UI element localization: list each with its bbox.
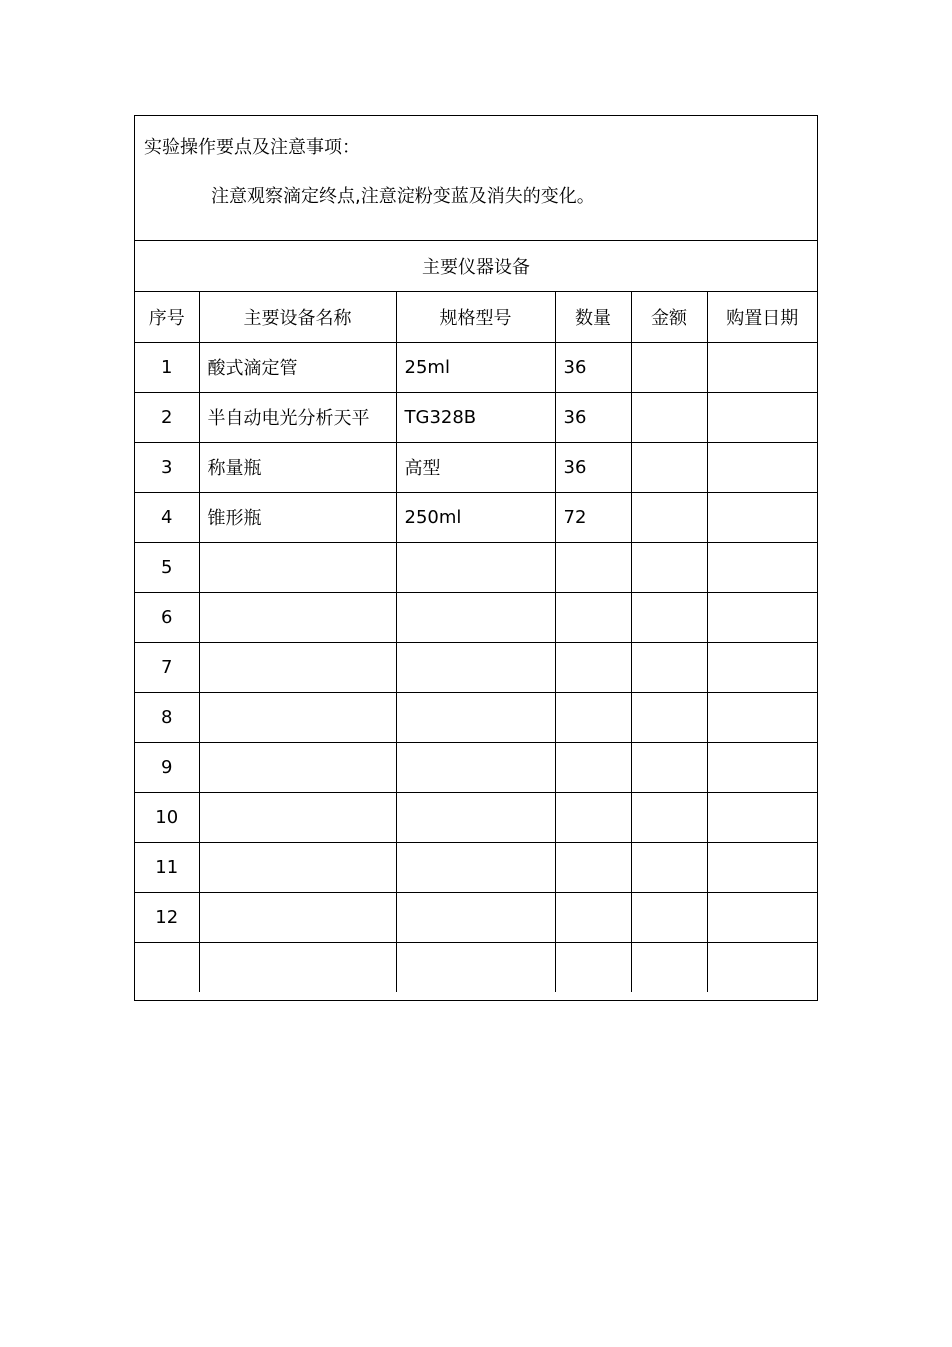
cell-purchase-date <box>707 742 817 792</box>
cell-equipment-name <box>199 542 396 592</box>
section-title: 主要仪器设备 <box>135 241 817 292</box>
cell-quantity <box>555 892 631 942</box>
cell-index <box>135 942 199 992</box>
cell-index: 5 <box>135 542 199 592</box>
equipment-table <box>135 292 817 992</box>
table-row <box>135 792 817 842</box>
table-header-row <box>135 292 817 342</box>
table-row <box>135 442 817 492</box>
cell-equipment-name <box>199 592 396 642</box>
cell-index: 4 <box>135 492 199 542</box>
table-row <box>135 492 817 542</box>
cell-amount <box>631 442 707 492</box>
cell-purchase-date <box>707 842 817 892</box>
cell-amount <box>631 942 707 992</box>
cell-amount <box>631 642 707 692</box>
cell-amount <box>631 492 707 542</box>
cell-equipment-name: 称量瓶 <box>199 442 396 492</box>
cell-amount <box>631 342 707 392</box>
cell-index: 9 <box>135 742 199 792</box>
header-index: 序号 <box>135 292 199 342</box>
cell-quantity: 36 <box>555 342 631 392</box>
cell-purchase-date <box>707 792 817 842</box>
cell-index: 6 <box>135 592 199 642</box>
cell-equipment-name: 酸式滴定管 <box>199 342 396 392</box>
cell-index: 10 <box>135 792 199 842</box>
cell-quantity <box>555 742 631 792</box>
cell-equipment-name <box>199 842 396 892</box>
table-row <box>135 842 817 892</box>
cell-purchase-date <box>707 942 817 992</box>
cell-amount <box>631 542 707 592</box>
cell-quantity: 36 <box>555 442 631 492</box>
cell-amount <box>631 842 707 892</box>
cell-index: 7 <box>135 642 199 692</box>
cell-quantity <box>555 842 631 892</box>
table-row <box>135 542 817 592</box>
cell-index: 12 <box>135 892 199 942</box>
cell-purchase-date <box>707 392 817 442</box>
header-quantity: 数量 <box>555 292 631 342</box>
cell-spec-model <box>396 642 555 692</box>
cell-quantity <box>555 792 631 842</box>
cell-spec-model <box>396 542 555 592</box>
table-row <box>135 342 817 392</box>
experiment-notes-section <box>135 116 817 241</box>
cell-equipment-name <box>199 942 396 992</box>
cell-spec-model <box>396 792 555 842</box>
cell-index: 1 <box>135 342 199 392</box>
cell-purchase-date <box>707 492 817 542</box>
cell-purchase-date <box>707 642 817 692</box>
cell-quantity <box>555 592 631 642</box>
cell-equipment-name: 半自动电光分析天平 <box>199 392 396 442</box>
cell-amount <box>631 892 707 942</box>
cell-spec-model: 25ml <box>396 342 555 392</box>
cell-amount <box>631 392 707 442</box>
cell-quantity <box>555 642 631 692</box>
header-equipment-name: 主要设备名称 <box>199 292 396 342</box>
cell-spec-model <box>396 842 555 892</box>
header-spec-model: 规格型号 <box>396 292 555 342</box>
cell-equipment-name <box>199 642 396 692</box>
cell-amount <box>631 592 707 642</box>
cell-spec-model: 高型 <box>396 442 555 492</box>
cell-purchase-date <box>707 442 817 492</box>
cell-equipment-name <box>199 892 396 942</box>
table-row <box>135 742 817 792</box>
table-row <box>135 942 817 992</box>
cell-spec-model <box>396 692 555 742</box>
table-row <box>135 892 817 942</box>
cell-spec-model: TG328B <box>396 392 555 442</box>
cell-index: 8 <box>135 692 199 742</box>
cell-equipment-name: 锥形瓶 <box>199 492 396 542</box>
cell-purchase-date <box>707 892 817 942</box>
equipment-form <box>134 115 818 1001</box>
cell-amount <box>631 692 707 742</box>
cell-quantity <box>555 692 631 742</box>
cell-index: 2 <box>135 392 199 442</box>
table-row <box>135 692 817 742</box>
cell-spec-model <box>396 742 555 792</box>
cell-index: 3 <box>135 442 199 492</box>
cell-quantity: 36 <box>555 392 631 442</box>
cell-equipment-name <box>199 692 396 742</box>
notes-heading: 实验操作要点及注意事项： <box>144 137 360 158</box>
cell-equipment-name <box>199 792 396 842</box>
cell-spec-model <box>396 592 555 642</box>
table-row <box>135 642 817 692</box>
table-row <box>135 392 817 442</box>
cell-spec-model <box>396 942 555 992</box>
header-amount: 金额 <box>631 292 707 342</box>
cell-purchase-date <box>707 542 817 592</box>
cell-quantity: 72 <box>555 492 631 542</box>
cell-quantity <box>555 942 631 992</box>
notes-body: 注意观察滴定终点,注意淀粉变蓝及消失的变化。 <box>211 186 595 207</box>
header-purchase-date: 购置日期 <box>707 292 817 342</box>
cell-purchase-date <box>707 342 817 392</box>
cell-purchase-date <box>707 692 817 742</box>
table-row <box>135 592 817 642</box>
cell-spec-model: 250ml <box>396 492 555 542</box>
cell-spec-model <box>396 892 555 942</box>
cell-amount <box>631 792 707 842</box>
cell-index: 11 <box>135 842 199 892</box>
cell-quantity <box>555 542 631 592</box>
cell-amount <box>631 742 707 792</box>
cell-purchase-date <box>707 592 817 642</box>
cell-equipment-name <box>199 742 396 792</box>
